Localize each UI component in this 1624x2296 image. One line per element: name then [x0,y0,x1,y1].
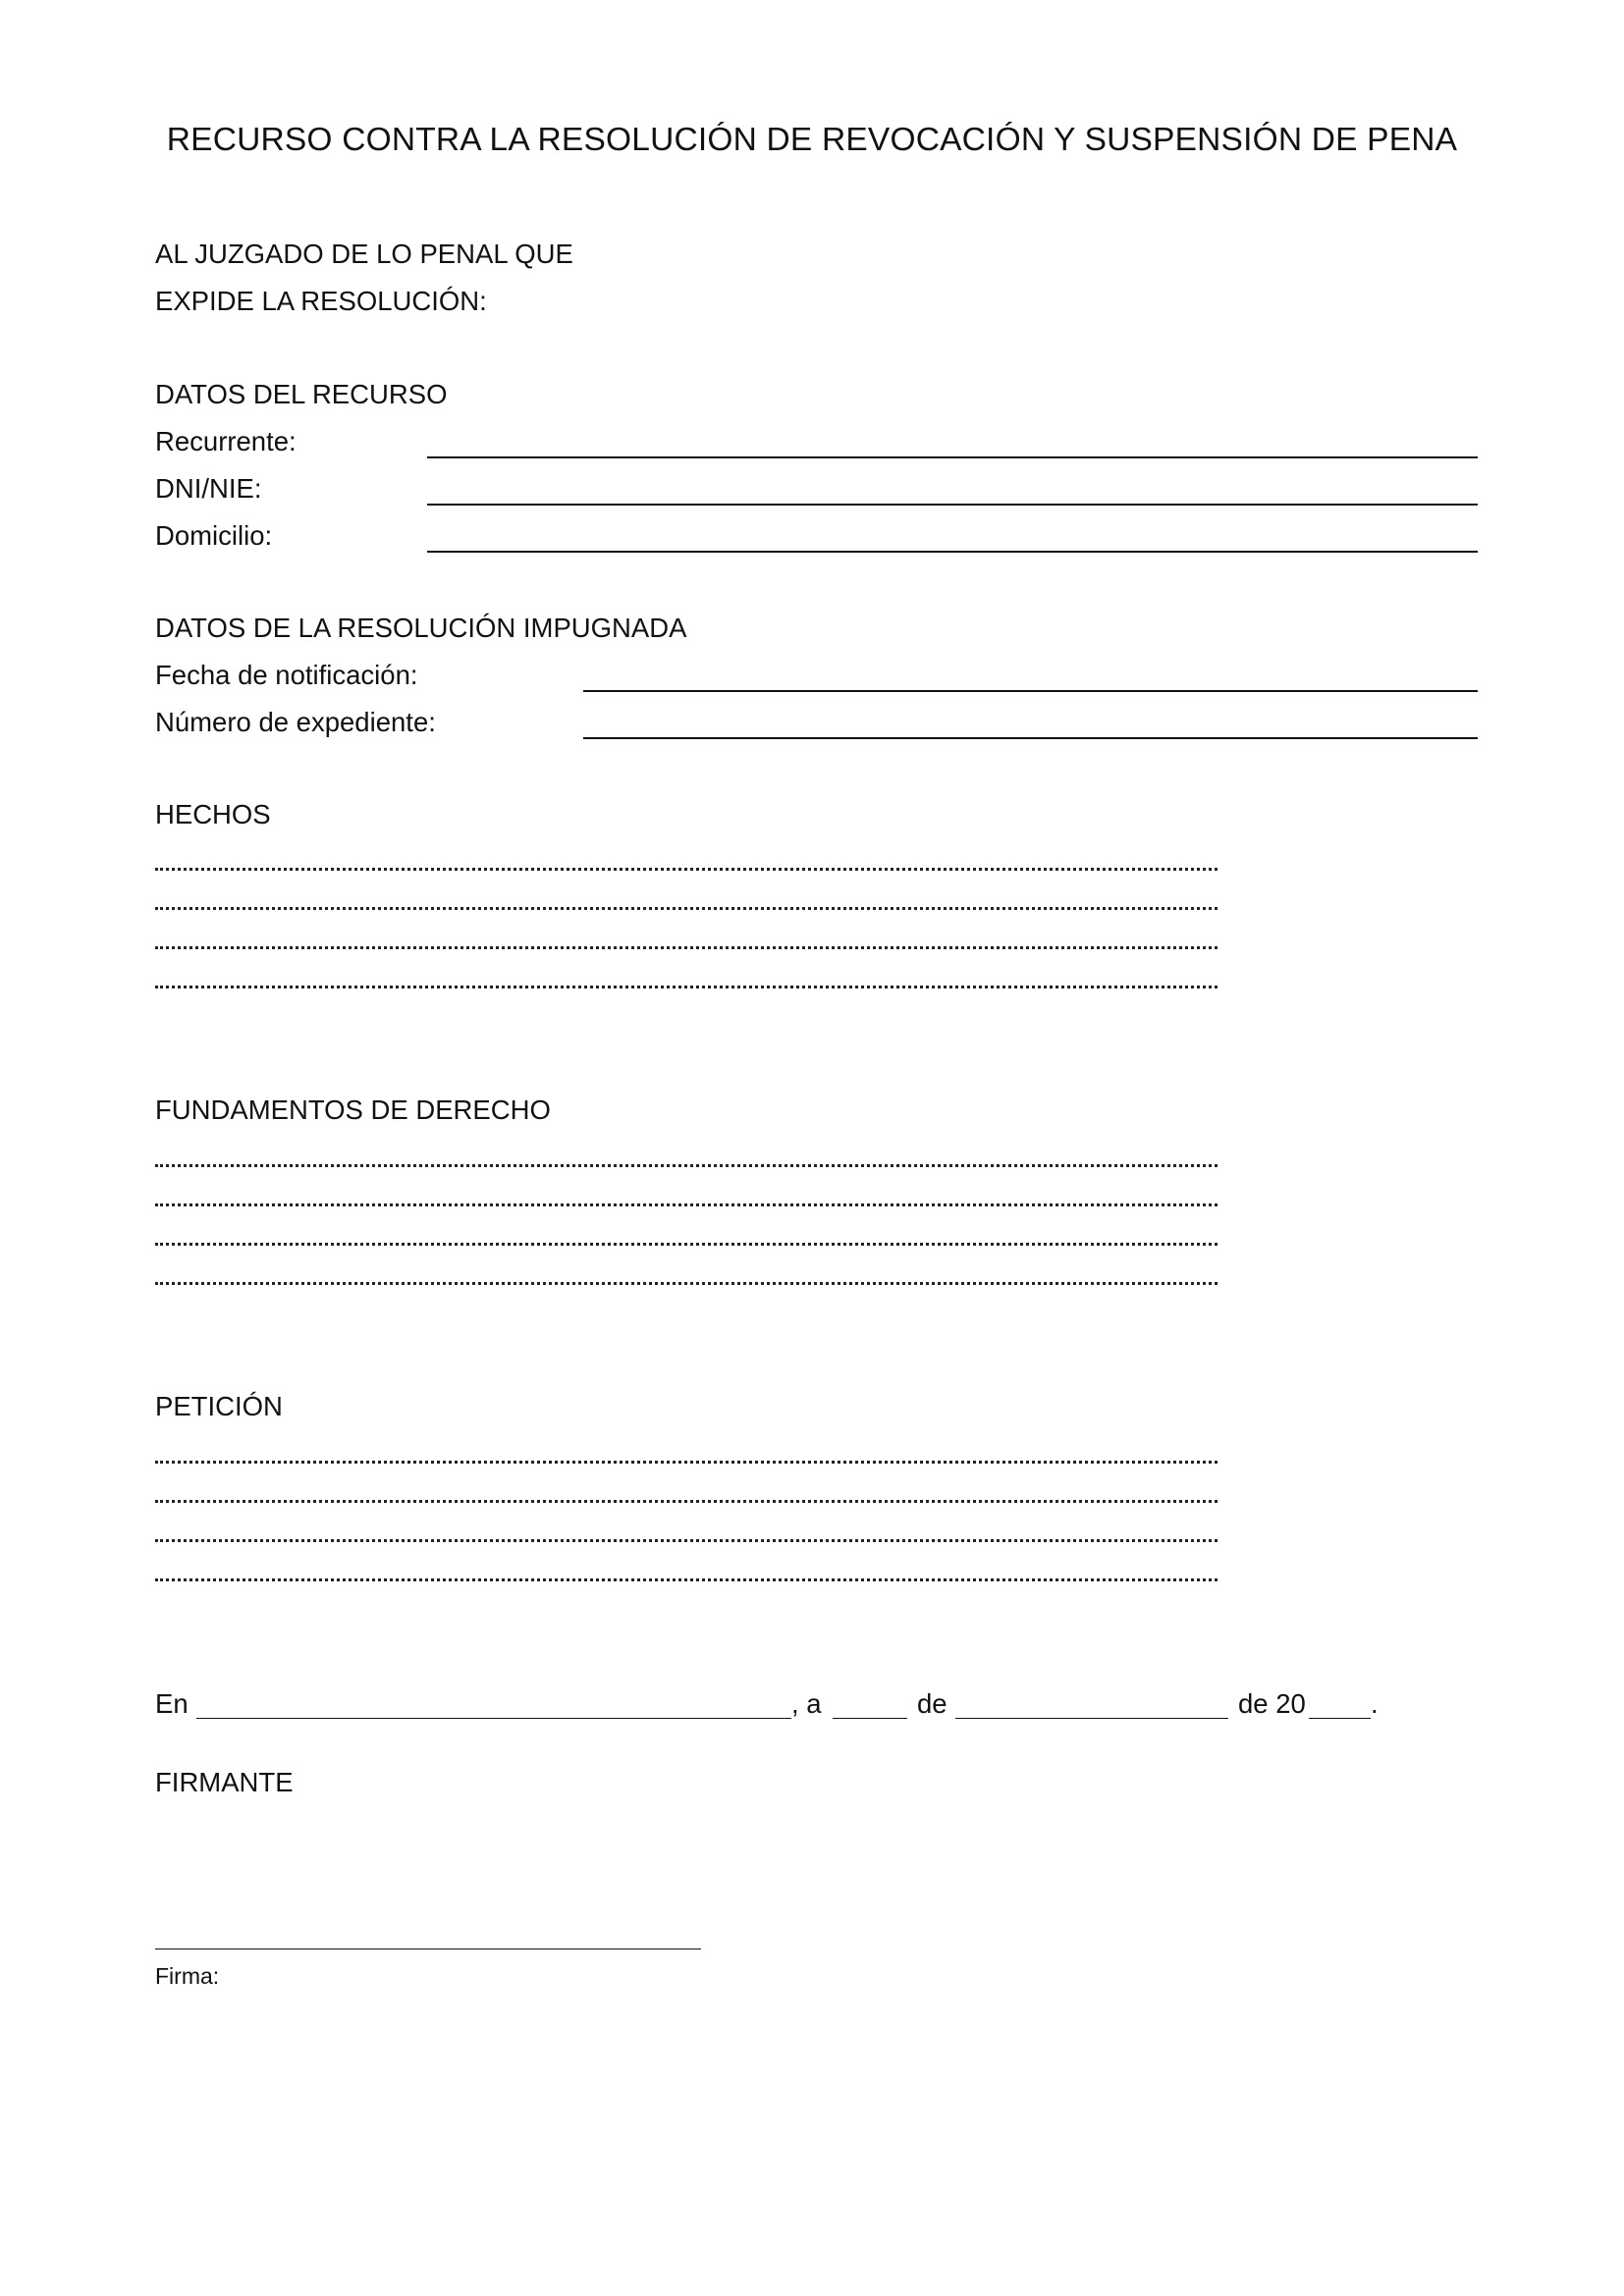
peticion-dotted-line[interactable] [155,1578,1218,1581]
datos-resolucion-heading: DATOS DE LA RESOLUCIÓN IMPUGNADA [155,613,687,643]
hechos-dotted-line[interactable] [155,986,1218,988]
domicilio-field[interactable] [427,551,1478,553]
domicilio-label: Domicilio: [155,520,273,551]
day-field[interactable] [833,1718,907,1719]
numero-expediente-field[interactable] [583,737,1478,739]
recurrente-field[interactable] [427,456,1478,458]
firma-label: Firma: [155,1963,220,1989]
addressee-line-1: AL JUZGADO DE LO PENAL QUE [155,239,573,269]
dni-field[interactable] [427,504,1478,506]
numero-expediente-label: Número de expediente: [155,707,436,737]
firmante-heading: FIRMANTE [155,1767,294,1797]
peticion-dotted-line[interactable] [155,1500,1218,1503]
peticion-dotted-line[interactable] [155,1539,1218,1542]
place-field[interactable] [196,1718,791,1719]
hechos-heading: HECHOS [155,799,271,829]
year-field[interactable] [1309,1718,1371,1719]
fundamentos-dotted-line[interactable] [155,1243,1218,1246]
datos-recurso-heading: DATOS DEL RECURSO [155,379,448,409]
peticion-dotted-line[interactable] [155,1461,1218,1464]
place-en-label: En [155,1688,189,1719]
hechos-dotted-line[interactable] [155,946,1218,949]
date-de20-label: de 20 [1238,1688,1306,1719]
hechos-dotted-line[interactable] [155,907,1218,910]
hechos-dotted-line[interactable] [155,868,1218,871]
fundamentos-dotted-line[interactable] [155,1203,1218,1206]
date-de-label: de [917,1688,947,1719]
place-a-label: , a [791,1688,822,1719]
document-title: RECURSO CONTRA LA RESOLUCIÓN DE REVOCACIÓN Y SUSPENSIÓN DE PENA [166,122,1458,158]
fundamentos-heading: FUNDAMENTOS DE DERECHO [155,1095,551,1125]
recurrente-label: Recurrente: [155,426,297,456]
peticion-heading: PETICIÓN [155,1391,283,1421]
addressee-line-2: EXPIDE LA RESOLUCIÓN: [155,286,487,316]
fundamentos-dotted-line[interactable] [155,1282,1218,1285]
date-period: . [1371,1688,1379,1719]
fundamentos-dotted-line[interactable] [155,1164,1218,1167]
month-field[interactable] [955,1718,1228,1719]
dni-label: DNI/NIE: [155,473,262,504]
fecha-notificacion-label: Fecha de notificación: [155,660,418,690]
fecha-notificacion-field[interactable] [583,690,1478,692]
